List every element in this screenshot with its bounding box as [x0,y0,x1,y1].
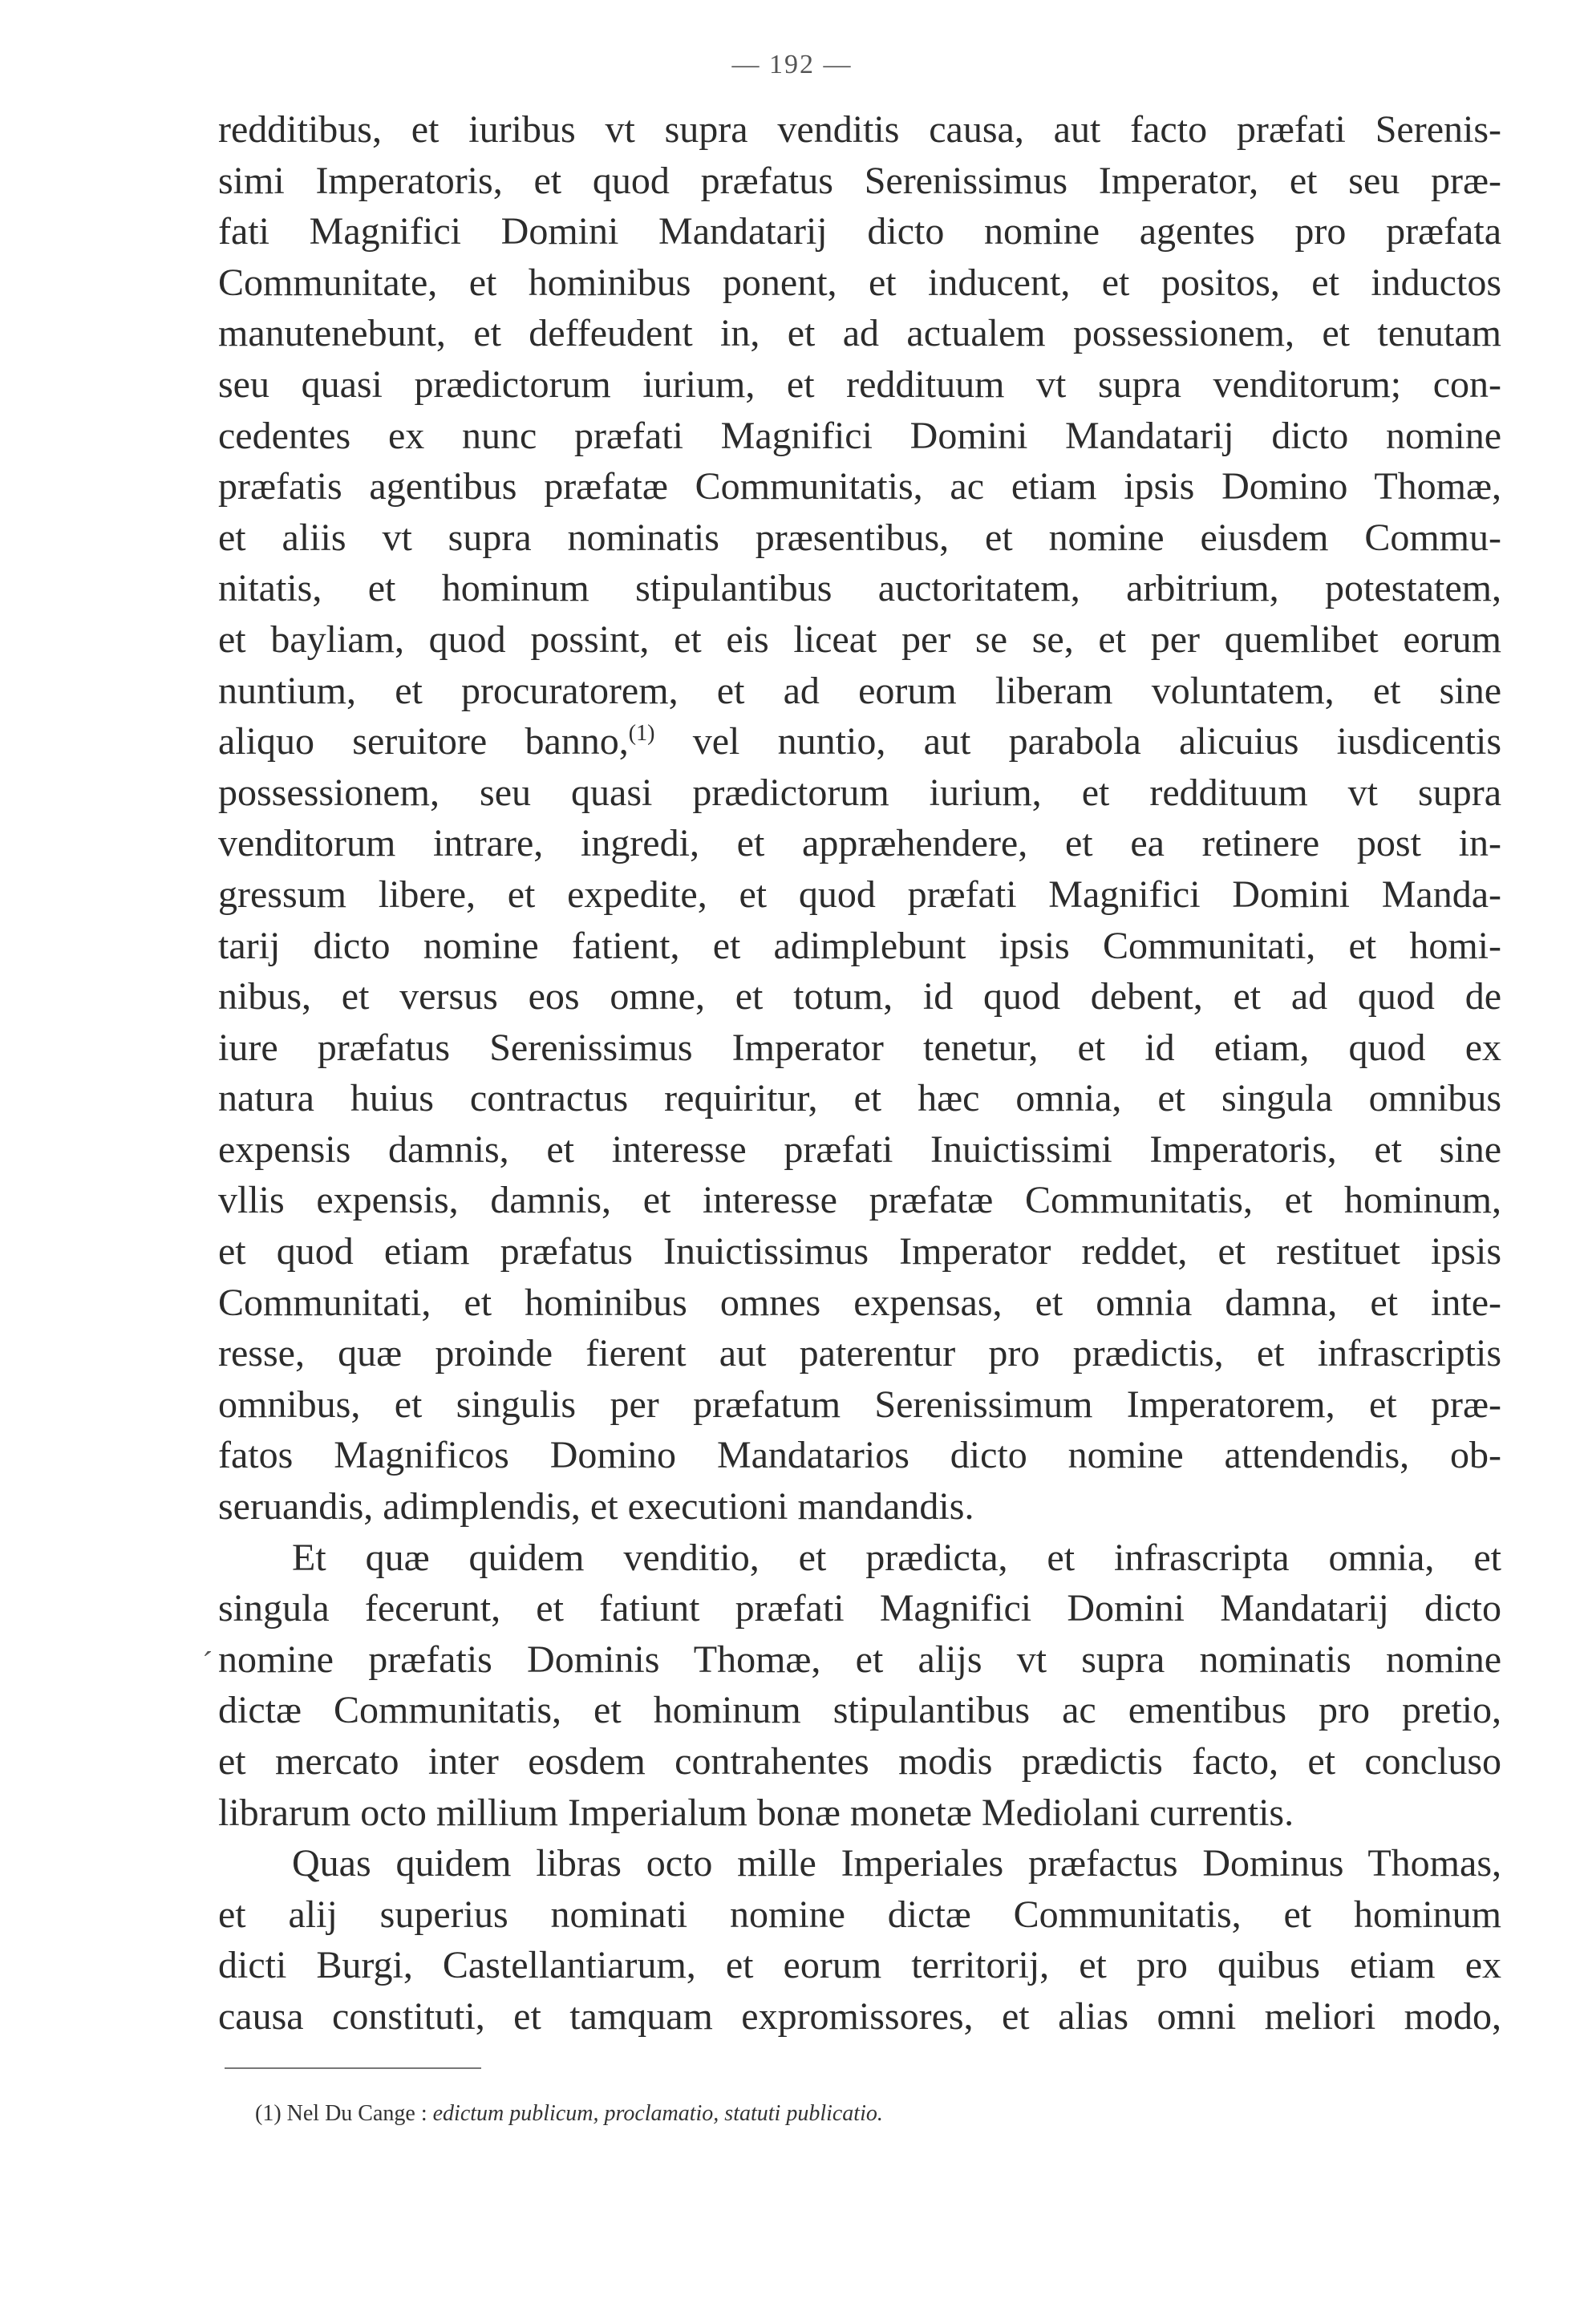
footnote-number: (1) [255,2101,282,2126]
page-number: — 192 — [731,50,853,79]
text-line: seruandis, adimplendis, et executioni mandandis. [218,1485,974,1528]
text-line: et quod etiam præfatus Inuictissimus Imperator reddet, et restituet ipsis [218,1230,1501,1273]
text-line [218,716,1501,767]
text-line: venditorum intrare, ingredi, et appræhendere, et ea retinere post in- [218,822,1501,865]
text-line: fati Magnifici Domini Mandatarij dicto nomine agentes pro præfata [218,210,1501,253]
text-line: Et quæ quidem venditio, et prædicta, et infrascripta omnia, et [292,1536,1501,1579]
text-line: dicti Burgi, Castellantiarum, et eorum territorij, et pro quibus etiam ex [218,1944,1501,1987]
text-line: expensis damnis, et interesse præfati Inuictissimi Imperatoris, et sine [218,1128,1501,1171]
footnote-reference: (1) [628,721,655,747]
text-line: et bayliam, quod possint, et eis liceat per se se, et per quemlibet eorum [218,617,1501,661]
text-line: nitatis, et hominum stipulantibus auctoritatem, arbitrium, potestatem, [218,567,1501,610]
text-line: redditibus, et iuribus vt supra venditis causa, aut facto præfati Serenis- [218,108,1501,151]
text-line: fatos Magnificos Domino Mandatarios dicto nomine attendendis, ob- [218,1434,1501,1477]
text-line: manutenebunt, et deffeudent in, et ad actualem possessionem, et tenutam [218,312,1501,355]
text-line: Communitati, et hominibus omnes expensas, et omnia damna, et inte- [218,1281,1501,1324]
text-line: singula fecerunt, et fatiunt præfati Magnifici Domini Mandatarij dicto [218,1587,1501,1630]
text-line-segment: aliquo seruitore banno, [218,720,629,763]
margin-mark: ˊ [202,1645,213,1681]
footnote-prefix: Nel Du Cange : [281,2101,433,2126]
text-line: tarij dicto nomine fatient, et adimplebunt ipsis Communitati, et homi- [218,924,1501,967]
footnote-italic-text: edictum publicum, proclamatio, statuti publicatio. [432,2101,883,2126]
text-line: nuntium, et procuratorem, et ad eorum liberam voluntatem, et sine [218,669,1501,712]
footnote-rule [225,2067,481,2069]
text-line: resse, quæ proinde fierent aut paterentur pro prædictis, et infrascriptis [218,1332,1501,1375]
text-line: librarum octo millium Imperialum bonæ monetæ Mediolani currentis. [218,1791,1294,1834]
text-line: nomine præfatis Dominis Thomæ, et alijs vt supra nominatis nomine [218,1638,1501,1681]
text-line: præfatis agentibus præfatæ Communitatis, ac etiam ipsis Domino Thomæ, [218,465,1501,508]
text-line: omnibus, et singulis per præfatum Serenissimum Imperatorem, et præ- [218,1383,1501,1426]
text-line: et mercato inter eosdem contrahentes modis prædictis facto, et concluso [218,1740,1501,1783]
text-line: cedentes ex nunc præfati Magnifici Domini Mandatarij dicto nomine [218,414,1501,457]
text-line: nibus, et versus eos omne, et totum, id quod debent, et ad quod de [218,975,1501,1018]
text-line: Communitate, et hominibus ponent, et inducent, et positos, et inductos [218,261,1501,304]
text-line: Quas quidem libras octo mille Imperiales præfactus Dominus Thomas, [292,1842,1501,1885]
text-line: et aliis vt supra nominatis præsentibus, et nomine eiusdem Commu- [218,516,1501,559]
text-line: simi Imperatoris, et quod præfatus Serenissimus Imperator, et seu præ- [218,159,1501,202]
text-line: causa constituti, et tamquam expromissores, et alias omni meliori modo, [218,1994,1501,2038]
text-line: dictæ Communitatis, et hominum stipulantibus ac ementibus pro pretio, [218,1689,1501,1732]
text-line: iure præfatus Serenissimus Imperator tenetur, et id etiam, quod ex [218,1026,1501,1069]
footnote [255,2101,883,2127]
text-line: possessionem, seu quasi prædictorum iurium, et reddituum vt supra [218,771,1501,814]
body-text [218,104,1501,2043]
text-line-segment: vel nuntio, aut parabola alicuius iusdicentis [654,720,1501,763]
text-line: natura huius contractus requiritur, et hæc omnia, et singula omnibus [218,1077,1501,1120]
text-line: gressum libere, et expedite, et quod præfati Magnifici Domini Manda- [218,873,1501,916]
text-line: seu quasi prædictorum iurium, et reddituum vt supra venditorum; con- [218,362,1501,406]
text-line: vllis expensis, damnis, et interesse præfatæ Communitatis, et hominum, [218,1179,1501,1222]
text-line: et alij superius nominati nomine dictæ Communitatis, et hominum [218,1893,1501,1936]
